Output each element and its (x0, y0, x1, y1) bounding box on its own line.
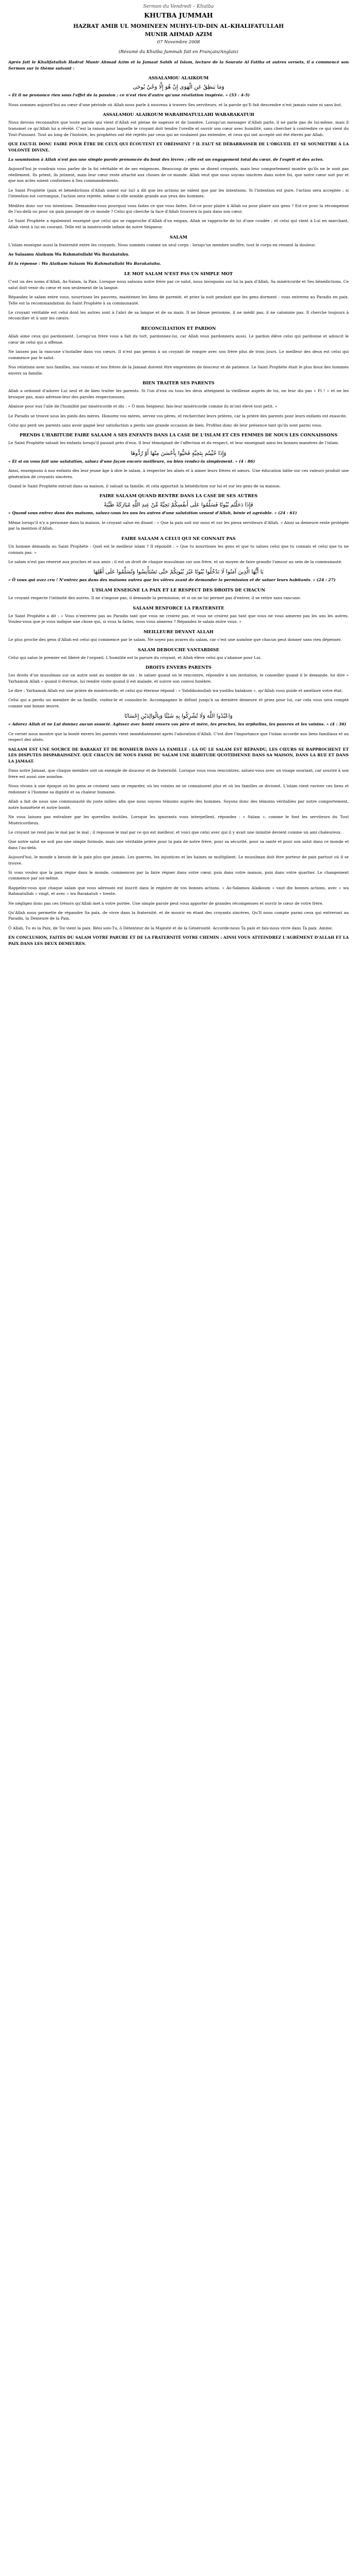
paragraph: Même lorsqu'il n'y a personne dans la maison, le croyant salue en disant : « Que la paix soit sur nous et sur les pieux serviteurs d'Allah. » Ainsi sa demeure reste protégée par la mention d'Allah. (8, 520, 349, 531)
paragraph: « Ô vous qui avez cru ! N'entrez pas dans des maisons autres que les vôtres avant de demander la permission et de saluer leurs habitants. » (24 : 27) (8, 578, 336, 583)
section-heading: L'ISLAM ENSEIGNE LA PAIX ET LE RESPECT DES DROITS DE CHACUN (91, 587, 266, 592)
arabic-verse: فَإِذَا دَخَلْتُم بُيُوتًا فَسَلِّمُوا عَلَى أَنفُسِكُمْ تَحِيَّةً مِّنْ عِندِ اللَّهِ مُبَارَكَةً طَيِّبَةً (104, 502, 253, 509)
paragraph: Un homme demanda au Saint Prophète : Quel est le meilleur islam ? Il répondit : « Que tu nourrisses les gens et que tu salues celui que tu connais et celui que tu ne connais pas. » (8, 544, 349, 555)
paragraph: Allah aime ceux qui pardonnent. Lorsqu'un frère vous a fait du tort, pardonnez-lui, car Allah vous pardonnera aussi. Le pardon élève celui qui pardonne et adoucit le cœur de celui qui a offensé. (8, 334, 349, 345)
date: 07 Novembre 2008 (157, 40, 200, 45)
paragraph: Nos relations avec nos familles, nos voisins et nos frères de la Jamaat doivent être empreintes de douceur et de patience. Le Saint Prophète était le plus doux des hommes envers sa famille. (8, 365, 349, 376)
paragraph: La soumission à Allah n'est pas une simple parole prononcée du bout des lèvres ; elle est un engagement total du cœur, de l'esprit et des actes. (8, 157, 324, 162)
paragraph: Ô Allah, Tu es la Paix, de Toi vient la paix. Béni sois-Tu, ô Détenteur de la Majesté et de la Générosité. Accorde-nous Ta paix et fais-nous vivre dans Ta paix. Amine. (8, 925, 333, 930)
paragraph: Celui qui perd ses parents sans avoir gagné leur satisfaction a perdu une grande occasion de bien. Profitez donc de leur présence tant qu'ils sont parmi vous. (8, 422, 322, 428)
paragraph: Méditez donc sur vos intentions. Demandez-vous pourquoi vous faites ce que vous faites. Est-ce pour plaire à Allah ou pour plaire aux gens ? Est-ce pour la récompense de l'au-delà ou pour un gain passager de ce monde ? Celui qui cherche la face d'Allah trouvera la paix dans son cœur. (8, 203, 349, 214)
paragraph: Nous vivons à une époque où les gens se croisent sans se regarder, où les voisins ne se connaissent plus et où les familles se divisent. L'islam vient raviver ces liens et redonner à l'homme sa dignité et sa chaleur humaine. (8, 784, 349, 794)
khutba-page (0, 0, 357, 946)
paragraph: Ce verset nous montre que la bonté envers les parents vient immédiatement après l'adoration d'Allah. C'est dire l'importance que l'islam accorde aux liens familiaux et au respect des aînés. (8, 731, 349, 742)
paragraph: Les droits d'un musulman sur un autre sont au nombre de six : le saluer quand on le rencontre, répondre à son invitation, le conseiller quand il le demande, lui dire « Yarhamuk Allah » quand il éternue, lui rendre visite quand il est malade, et suivre son convoi funèbre. (8, 673, 349, 684)
paragraph: Aujourd'hui, le monde a besoin de la paix plus que jamais. Les guerres, les injustices et les haines se multiplient. Le musulman doit être porteur de paix partout où il se trouve. (8, 854, 349, 866)
paragraph: Allah a ordonné d'adorer Lui seul et de bien traiter les parents. Si l'un d'eux ou tous les deux atteignent la vieillesse auprès de toi, ne leur dis pas « Fi ! » et ne les brusque pas, mais adresse-leur des paroles respectueuses. (8, 388, 349, 400)
paragraph: Celui qui a perdu un membre de sa famille, visitez-le et consolez-le. Accompagnez le défunt jusqu'à sa dernière demeure et priez pour lui, car cela vous sera compté comme une bonne œuvre. (8, 698, 349, 709)
section-heading: SALAAM RENFORCE LA FRATERNITE (133, 605, 224, 611)
section-heading: BIEN TRAITER SES PARENTS (142, 380, 215, 386)
arabic-verse: وَإِذَا حُيِّيتُم بِتَحِيَّةٍ فَحَيُّوا بِأَحْسَنَ مِنْهَا أَوْ رُدُّوهَا (131, 450, 226, 456)
section-heading: ASSALAMOU ALAIKOUM (148, 75, 209, 81)
paragraph: Quand le Saint Prophète entrait dans sa maison, il saluait sa famille, et cela apportait la bénédiction sur lui et sur les gens de sa maison. (8, 483, 281, 488)
paragraph: L'islam enseigne aussi la fraternité entre les croyants. Nous sommes comme un seul corps : lorsqu'un membre souffre, tout le corps en ressent la douleur. (8, 242, 316, 247)
paragraph: Ne vous laissez pas entraîner par les querelles inutiles. Lorsque les ignorants vous interpellent, répondez : « Salam », comme le font les serviteurs du Tout Miséricordieux. (8, 814, 349, 825)
arabic-verse: وَاعْبُدُوا اللَّهَ وَلَا تُشْرِكُوا بِهِ شَيْئًا وَبِالْوَالِدَيْنِ إِحْسَانًا (124, 713, 233, 720)
paragraph: Le croyant respecte l'intimité des autres. Il ne s'impose pas, il demande la permission, et si on ne lui permet pas d'entrer, il se retire sans rancune. (8, 595, 301, 600)
paragraph: Répandez le salam entre vous, nourrissez les pauvres, maintenez les liens de parenté, et priez la nuit pendant que les gens dorment : vous entrerez au Paradis en paix. Telle est la recommandation du Saint Prophète à sa communauté. (8, 294, 349, 306)
arabic-verse: وَمَا يَنطِقُ عَنِ الْهَوَى إِنْ هُوَ إِلَّا وَحْيٌ يُوحَى (133, 84, 224, 91)
paragraph: « Et si on vous fait une salutation, saluez d'une façon encore meilleure, ou bien rendez-la simplement. » (4 : 86) (8, 459, 255, 464)
paragraph: Le Paradis se trouve sous les pieds des mères. Honorez vos mères, servez vos pères, et recherchez leurs prières, car la prière des parents pour leurs enfants est exaucée. (8, 413, 347, 418)
section-heading: RECONCILIATION ET PARDON (141, 326, 216, 331)
author: MUNIR AHMAD AZIM (144, 31, 213, 38)
paragraph: As Salaamu Alaikum Wa Rahmatullahi Wa Barakatuhu. (8, 252, 129, 257)
running-head: Sermon du Vendredi – Khutba (143, 4, 214, 9)
paragraph: Ne laissez pas la rancune s'installer dans vos cœurs. Il n'est pas permis à un croyant de rompre avec son frère plus de trois jours. Le meilleur des deux est celui qui commence par le salut. (8, 349, 349, 360)
section-heading: MEILLEURE DEVANT ALLAH (143, 629, 214, 634)
section-heading: FAIRE SALAAM A CELUI QUI NE CONNAIT PAS (121, 536, 236, 541)
paragraph: « Quand vous entrez dans des maisons, saluez-vous les uns les autres d'une salutation venant d'Allah, bénie et agréable. » (24 : 61) (8, 511, 297, 516)
paragraph: Le Saint Prophète a dit : « Vous n'entrerez pas au Paradis tant que vous ne croirez pas, et vous ne croirez pas tant que vous ne vous aimerez pas les uns les autres. Voulez-vous que je vous indique une chose qui, si vous la faites, vous vous aimerez ? Répandez le salam entre vous. » (8, 613, 349, 624)
section-heading: ASSALAMOU ALAIKOUM WARAHMATULLAHI WABARAKATUH (103, 112, 254, 117)
paragraph: Ainsi, enseignons à nos enfants dès leur jeune âge à dire le salam, à respecter les aînés et à aimer leurs frères et sœurs. Une éducation bâtie sur ces valeurs produit une génération de croyants sincères. (8, 468, 349, 479)
paragraph: Le croyant véritable est celui dont les autres sont à l'abri de sa langue et de sa main. Il ne blesse personne, il ne médit pas, il ne calomnie pas. Il cherche toujours à réconcilier et à unir les cœurs. (8, 310, 349, 321)
paragraph: SALAAM EST UNE SOURCE DE BARAKAT ET DE BONHEUR DANS LA FAMILLE ; LÀ OÙ LE SALAM EST RÉPANDU, LES CŒURS SE RAPPROCHENT ET LES DISPUTES DISPARAISSENT. QUE CHACUN DE NOUS FASSE DU SALAM UNE HABITUDE QUOTIDIENNE DANS SA MAISON, DANS LA RUE ET DANS LA JAMAAT. (8, 747, 349, 764)
paragraph: Le Saint Prophète saluait les enfants lorsqu'il passait près d'eux. Il leur témoignait de l'affection et du respect, et leur enseignait ainsi les bonnes manières de l'islam. (8, 440, 339, 446)
paragraph: C'est un des noms d'Allah, As-Salam, la Paix. Lorsque nous saluons notre frère par ce salut, nous invoquons sur lui la paix d'Allah, Sa miséricorde et Ses bénédictions. Ce salut doit venir du cœur et non seulement de la langue. (8, 279, 349, 290)
paragraph: Et la réponse : Wa Alaikum Salaam Wa Rahmatullahi Wa Barakatuhu. (8, 261, 161, 266)
section-heading: SALAM (170, 234, 187, 240)
paragraph: Le salam n'est pas réservé aux proches et aux amis ; il est un droit de chaque musulman sur son frère, et un moyen de faire grandir l'amour au sein de la communauté. (8, 559, 343, 564)
section-heading: FAIRE SALAAM QUAND RENTRE DANS LA CASE DE SES AUTRES (99, 493, 258, 499)
paragraph: « Et il ne prononce rien sous l'effet de la passion ; ce n'est rien d'autre qu'une révélation inspirée. » (53 : 4-5) (8, 93, 250, 98)
paragraph: Allah a fait de nous une communauté du juste milieu afin que nous soyons témoins auprès des hommes. Soyons donc des témoins véritables par notre comportement, notre honnêteté et notre bonté. (8, 799, 349, 810)
paragraph: Le plus proche des gens d'Allah est celui qui commence par le salam. Ne soyez pas avares du salam, car c'est une aumône que chacun peut donner sans rien dépenser. (8, 637, 342, 642)
section-heading: LE MOT SALAM N'EST PAS UN SIMPLE MOT (124, 270, 233, 276)
paragraph: Celui qui salue le premier est libéré de l'orgueil. L'humilité est la parure du croyant, et Allah élève celui qui s'abaisse pour Lui. (8, 655, 262, 660)
paragraph: Ne négligez donc pas ces trésors qu'Allah met à votre portée. Une simple parole peut vous apporter de grandes récompenses et ouvrir le cœur de votre frère. (8, 901, 323, 906)
paragraph: Aujourd'hui je voudrais vous parler de la foi véritable et de ses exigences. Beaucoup de gens se disent croyants, mais leur comportement montre qu'ils ne le sont pas réellement. Ils prient, ils jeûnent, mais leur cœur reste attaché aux choses de ce monde. Allah veut que nous soyons sincères dans notre foi, que notre cœur soit pur et que nos actes soient conformes à Ses commandements. (8, 166, 349, 183)
place-note: (Résumé du Khutba Jummah fait en Français/Anglais) (119, 49, 238, 55)
paragraph: QUE FAUT-IL DONC FAIRE POUR ÊTRE DE CEUX QUI ÉCOUTENT ET OBÉISSENT ? IL FAUT SE DÉBARRASSER DE L'ORGUEIL ET SE SOUMETTRE À LA VOLONTÉ DIVINE. (8, 141, 349, 152)
paragraph: Nous devons reconnaître que toute parole qui vient d'Allah est pleine de sagesse et de lumière. Lorsqu'un messager d'Allah parle, il ne parle pas de lui-même, mais il transmet ce qu'Allah lui a révélé. C'est la raison pour laquelle le croyant doit tendre l'oreille et ouvrir son cœur avec humilité, sans chercher à contredire ce qui vient du Tout-Puissant. Tout au long de l'histoire, les prophètes ont été rejetés par ceux qui ne voulaient pas entendre, et ceux qui ont accepté ont été élevés par Allah. (8, 120, 349, 137)
paragraph: Que notre salut ne soit pas une simple formule, mais une véritable prière pour la paix de notre frère, pour sa sécurité, pour sa santé et pour son salut dans ce monde et dans l'au-delà. (8, 839, 349, 850)
arabic-verse: يَا أَيُّهَا الَّذِينَ آمَنُوا لَا تَدْخُلُوا بُيُوتًا غَيْرَ بُيُوتِكُمْ حَتَّى تَسْتَأْنِسُوا وَتُسَلِّمُوا عَلَى أَهْلِهَا (93, 569, 264, 575)
paragraph: Abaisse pour eux l'aile de l'humilité par miséricorde et dis : « Ô mon Seigneur, fais-leur miséricorde comme ils m'ont élevé tout petit. » (8, 404, 278, 409)
paragraph: « Adorez Allah et ne Lui donnez aucun associé. Agissez avec bonté envers vos père et mère, les proches, les orphelins, les pauvres et les voisins. » (4 : 36) (8, 722, 346, 727)
paragraph: Qu'Allah nous permette de répandre Sa paix, de vivre dans la fraternité, et de mourir en étant des croyants sincères. Qu'Il nous compte parmi ceux qui entreront au Paradis, la Demeure de la Paix. (8, 910, 349, 921)
section-heading: PRENDS L'HABITUDE FAIRE SALAAM A SES ENFANTS DANS LA CASE DE L'ISLAM ET CES FEMMES DE NOUS LES CONNAISSONS (19, 432, 338, 438)
subtitle: HAZRAT AMIR UL MOMINEEN MUHYI-UD-DIN AL-KHALIFATULLAH (73, 23, 284, 29)
paragraph: Le dire : Yarhamuk Allah est une prière de miséricorde, et celui qui éternue répond : « Yahdikumullah wa yuslihu balakum », qu'Allah vous guide et améliore votre état. (8, 688, 343, 693)
paragraph: EN CONCLUSION, FAITES DU SALAM VOTRE PARURE ET DE LA FRATERNITÉ VOTRE CHEMIN ; AINSI VOUS ATTEINDREZ L'AGRÉMENT D'ALLAH ET LA PAIX DANS LES DEUX DEMEURES. (8, 935, 349, 946)
section-heading: DROITS ENVERS PARENTS (145, 665, 212, 670)
paragraph: Nous sommes aujourd'hui au cœur d'une période où Allah nous parle à nouveau à travers Ses serviteurs, et la parole qu'Il fait descendre n'est jamais vaine ni sans but. (8, 102, 343, 107)
section-heading: SALAM DEBOUCHE VANTARDISE (138, 647, 219, 652)
paragraph: Si vous voulez que la paix règne dans le monde, commencez par la faire régner dans votre cœur, puis dans votre maison, puis dans votre quartier. Le changement commence par soi-même. (8, 870, 349, 881)
paragraph: Rappelez-vous que chaque salam que vous adressez est inscrit dans le registre de vos bonnes actions. « As-Salamou Alaikoum » vaut dix bonnes actions, avec « wa Rahmatullah » vingt, et avec « wa Barakatuh » trente. (8, 885, 349, 896)
document-title: KHUTBA JUMMAH (144, 11, 213, 19)
paragraph: Le Saint Prophète a également enseigné que celui qui se rapproche d'Allah d'un empan, Allah se rapproche de lui d'une coudée ; et celui qui vient à Lui en marchant, Allah vient à lui en courant. Telle est la miséricorde infinie de notre Seigneur. (8, 218, 349, 230)
paragraph: Après fait le Khalifatullah Hadrat Munir Ahmad Azim et la Jamaat Sahih al Islam, lecture de la Sourate Al Fatiha et autres versets, il a commencé son Sermon sur le thème suivant : (8, 60, 349, 71)
paragraph: Le croyant ne rend pas le mal par le mal ; il repousse le mal par ce qui est meilleur, et voici que celui avec qui il y avait une inimitié devient comme un ami chaleureux. (8, 829, 342, 835)
sermon-body (8, 59, 349, 946)
paragraph: Le Saint Prophète (paix et bénédictions d'Allah soient sur lui) a dit que les actions ne valent que par les intentions. Si l'intention est pure, l'action sera acceptée ; si l'intention est corrompue, l'action sera rejetée, même si elle semble grande aux yeux des hommes. (8, 188, 349, 199)
paragraph: Dans notre Jamaat, que chaque membre soit un exemple de douceur et de fraternité. Lorsque vous vous rencontrez, saluez-vous avec un visage souriant, car sourire à son frère est aussi une aumône. (8, 768, 349, 779)
